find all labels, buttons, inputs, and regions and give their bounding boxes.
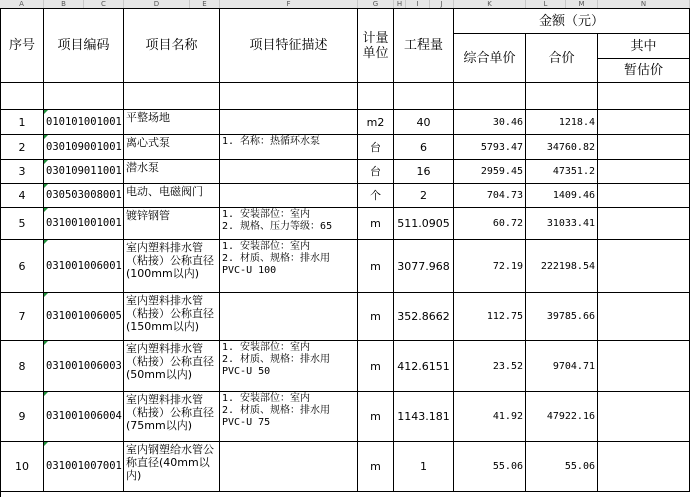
row-3-code-cell[interactable]: [44, 160, 124, 184]
column-letter-f[interactable]: F: [220, 0, 358, 8]
row-4-unit-cell[interactable]: 个: [358, 184, 394, 208]
error-indicator-icon: [44, 293, 48, 297]
row-9-unit-cell[interactable]: m: [358, 392, 394, 442]
row-5-total-cell[interactable]: 31033.41: [526, 208, 598, 240]
error-indicator-icon: [44, 341, 48, 345]
row-8-seq-cell[interactable]: 8: [1, 341, 44, 392]
row-6-desc-cell[interactable]: 1. 安装部位：室内 2. 材质、规格：排水用 PVC-U 100: [220, 240, 358, 293]
row-6-price-cell[interactable]: 72.19: [454, 240, 526, 293]
row-7-unit-cell[interactable]: m: [358, 293, 394, 341]
row-1-name-cell[interactable]: 平整场地: [124, 110, 220, 135]
row-5-code-cell[interactable]: [44, 208, 124, 240]
row-2-price-cell[interactable]: 5793.47: [454, 135, 526, 160]
row-10-code-cell[interactable]: [44, 442, 124, 492]
header-code[interactable]: 项目编码: [44, 9, 124, 83]
header-qty[interactable]: 工程量: [394, 9, 454, 83]
row-10-total-cell[interactable]: 55.06: [526, 442, 598, 492]
row-4-seq-cell[interactable]: 4: [1, 184, 44, 208]
row-4-code-cell[interactable]: [44, 184, 124, 208]
row-4-extra-cell[interactable]: [598, 184, 690, 208]
row-3-extra-cell[interactable]: [598, 160, 690, 184]
row-10-seq-cell[interactable]: 10: [1, 442, 44, 492]
error-indicator-icon: [44, 110, 48, 114]
header-name[interactable]: 项目名称: [124, 9, 220, 83]
row-3-name-cell[interactable]: 潜水泵: [124, 160, 220, 184]
blank-cell[interactable]: [598, 83, 690, 110]
blank-cell[interactable]: [454, 83, 526, 110]
row-8-price-cell[interactable]: 23.52: [454, 341, 526, 392]
row-1-unit-cell[interactable]: m2: [358, 110, 394, 135]
row-9-seq-cell[interactable]: 9: [1, 392, 44, 442]
header-amount[interactable]: 金额（元）: [454, 9, 690, 34]
row-10-desc-cell[interactable]: [220, 442, 358, 492]
row-10-price-cell[interactable]: 55.06: [454, 442, 526, 492]
row-4-qty-cell[interactable]: 2: [394, 184, 454, 208]
row-5-seq-cell[interactable]: 5: [1, 208, 44, 240]
error-indicator-icon: [44, 184, 48, 188]
row-7-desc-cell[interactable]: [220, 293, 358, 341]
error-indicator-icon: [44, 240, 48, 244]
row-8-extra-cell[interactable]: [598, 341, 690, 392]
row-7-qty-cell[interactable]: 352.8662: [394, 293, 454, 341]
row-1-price-cell[interactable]: 30.46: [454, 110, 526, 135]
row-7-price-cell[interactable]: 112.75: [454, 293, 526, 341]
column-letter-n[interactable]: N: [598, 0, 690, 8]
column-letter-g[interactable]: G: [358, 0, 394, 8]
row-4-price-cell[interactable]: 704.73: [454, 184, 526, 208]
row-7-seq-cell[interactable]: 7: [1, 293, 44, 341]
column-letter-b[interactable]: B: [44, 0, 84, 8]
header-of-which[interactable]: 其中: [598, 34, 690, 59]
item-code-text: 031001007001: [46, 460, 122, 472]
row-9-qty-cell[interactable]: 1143.181: [394, 392, 454, 442]
row-5-qty-cell[interactable]: 511.0905: [394, 208, 454, 240]
error-indicator-icon: [44, 135, 48, 139]
row-6-total-cell[interactable]: 222198.54: [526, 240, 598, 293]
error-indicator-icon: [44, 208, 48, 212]
row-3-qty-cell[interactable]: 16: [394, 160, 454, 184]
row-5-desc-cell[interactable]: 1. 安装部位：室内 2. 规格、压力等级：65: [220, 208, 358, 240]
row-5-price-cell[interactable]: 60.72: [454, 208, 526, 240]
blank-cell[interactable]: [526, 83, 598, 110]
column-letter-d[interactable]: D: [124, 0, 190, 8]
row-6-seq-cell[interactable]: 6: [1, 240, 44, 293]
row-9-name-cell[interactable]: 室内塑料排水管（粘接）公称直径(75mm以内): [124, 392, 220, 442]
item-code-text: 031001006003: [46, 359, 122, 372]
row-7-code-cell[interactable]: [44, 293, 124, 341]
row-10-name-cell[interactable]: 室内钢塑给水管公称直径(40mm以内): [124, 442, 220, 492]
header-seq[interactable]: 序号: [1, 9, 44, 83]
row-2-total-cell[interactable]: 34760.82: [526, 135, 598, 160]
row-5-name-cell[interactable]: 镀锌钢管: [124, 208, 220, 240]
row-3-price-cell[interactable]: 2959.45: [454, 160, 526, 184]
item-code-text: 010101001001: [46, 115, 122, 128]
row-2-unit-cell[interactable]: 台: [358, 135, 394, 160]
header-total[interactable]: 合价: [526, 34, 598, 83]
item-code-text: 030503008001: [46, 189, 122, 201]
row-8-total-cell[interactable]: 9704.71: [526, 341, 598, 392]
error-indicator-icon: [44, 392, 48, 396]
row-4-total-cell[interactable]: 1409.46: [526, 184, 598, 208]
row-2-desc-cell[interactable]: 1. 名称：热循环水泵: [220, 135, 358, 160]
column-letter-j[interactable]: J: [430, 0, 454, 8]
row-7-total-cell[interactable]: 39785.66: [526, 293, 598, 341]
error-indicator-icon: [44, 160, 48, 164]
blank-cell[interactable]: [1, 83, 44, 110]
row-10-qty-cell[interactable]: 1: [394, 442, 454, 492]
row-2-seq-cell[interactable]: 2: [1, 135, 44, 160]
column-letter-i[interactable]: I: [406, 0, 430, 8]
column-letter-k[interactable]: K: [454, 0, 526, 8]
blank-cell[interactable]: [124, 83, 220, 110]
row-7-extra-cell[interactable]: [598, 293, 690, 341]
row-1-qty-cell[interactable]: 40: [394, 110, 454, 135]
row-9-desc-cell[interactable]: 1. 安装部位：室内 2. 材质、规格：排水用 PVC-U 75: [220, 392, 358, 442]
blank-cell[interactable]: [394, 83, 454, 110]
column-letter-c[interactable]: C: [84, 0, 124, 8]
header-unit-price[interactable]: 综合单价: [454, 34, 526, 83]
row-2-name-cell[interactable]: 离心式泵: [124, 135, 220, 160]
row-1-seq-cell[interactable]: 1: [1, 110, 44, 135]
error-indicator-icon: [44, 442, 48, 446]
row-9-price-cell[interactable]: 41.92: [454, 392, 526, 442]
row-8-unit-cell[interactable]: m: [358, 341, 394, 392]
row-6-qty-cell[interactable]: 3077.968: [394, 240, 454, 293]
row-10-unit-cell[interactable]: m: [358, 442, 394, 492]
row-2-code-cell[interactable]: [44, 135, 124, 160]
column-letter-e[interactable]: E: [190, 0, 220, 8]
row-8-qty-cell[interactable]: 412.6151: [394, 341, 454, 392]
header-unit[interactable]: 计量单位: [358, 9, 394, 83]
row-3-seq-cell[interactable]: 3: [1, 160, 44, 184]
column-letter-h[interactable]: H: [394, 0, 406, 8]
item-code-text: 030109001001: [46, 140, 122, 153]
row-3-total-cell[interactable]: 47351.2: [526, 160, 598, 184]
row-9-total-cell[interactable]: 47922.16: [526, 392, 598, 442]
row-6-name-cell[interactable]: 室内塑料排水管（粘接）公称直径(100mm以内): [124, 240, 220, 293]
blank-cell[interactable]: [44, 83, 124, 110]
row-10-extra-cell[interactable]: [598, 442, 690, 492]
item-code-text: 031001006005: [46, 310, 122, 322]
row-7-name-cell[interactable]: 室内塑料排水管（粘接）公称直径(150mm以内): [124, 293, 220, 341]
row-6-code-cell[interactable]: [44, 240, 124, 293]
row-5-unit-cell[interactable]: m: [358, 208, 394, 240]
row-9-code-cell[interactable]: [44, 392, 124, 442]
row-6-extra-cell[interactable]: [598, 240, 690, 293]
row-4-desc-cell[interactable]: [220, 184, 358, 208]
item-code-text: 031001006001: [46, 259, 122, 272]
row-4-name-cell[interactable]: 电动、电磁阀门: [124, 184, 220, 208]
row-2-qty-cell[interactable]: 6: [394, 135, 454, 160]
blank-cell[interactable]: [358, 83, 394, 110]
column-letter-a[interactable]: A: [0, 0, 44, 8]
row-8-code-cell[interactable]: [44, 341, 124, 392]
blank-cell[interactable]: [220, 83, 358, 110]
row-1-extra-cell[interactable]: [598, 110, 690, 135]
row-1-desc-cell[interactable]: [220, 110, 358, 135]
row-2-extra-cell[interactable]: [598, 135, 690, 160]
item-code-text: 031001001001: [46, 217, 122, 229]
row-1-code-cell[interactable]: [44, 110, 124, 135]
row-8-desc-cell[interactable]: 1. 安装部位：室内 2. 材质、规格：排水用 PVC-U 50: [220, 341, 358, 392]
row-9-extra-cell[interactable]: [598, 392, 690, 442]
row-5-extra-cell[interactable]: [598, 208, 690, 240]
row-3-desc-cell[interactable]: [220, 160, 358, 184]
row-6-unit-cell[interactable]: m: [358, 240, 394, 293]
column-letter-l[interactable]: L: [526, 0, 566, 8]
header-desc[interactable]: 项目特征描述: [220, 9, 358, 83]
row-1-total-cell[interactable]: 1218.4: [526, 110, 598, 135]
column-letter-m[interactable]: M: [566, 0, 598, 8]
row-8-name-cell[interactable]: 室内塑料排水管（粘接）公称直径(50mm以内): [124, 341, 220, 392]
row-3-unit-cell[interactable]: 台: [358, 160, 394, 184]
item-code-text: 031001006004: [46, 410, 122, 422]
header-provisional[interactable]: 暂估价: [598, 59, 690, 83]
item-code-text: 030109011001: [46, 165, 122, 177]
